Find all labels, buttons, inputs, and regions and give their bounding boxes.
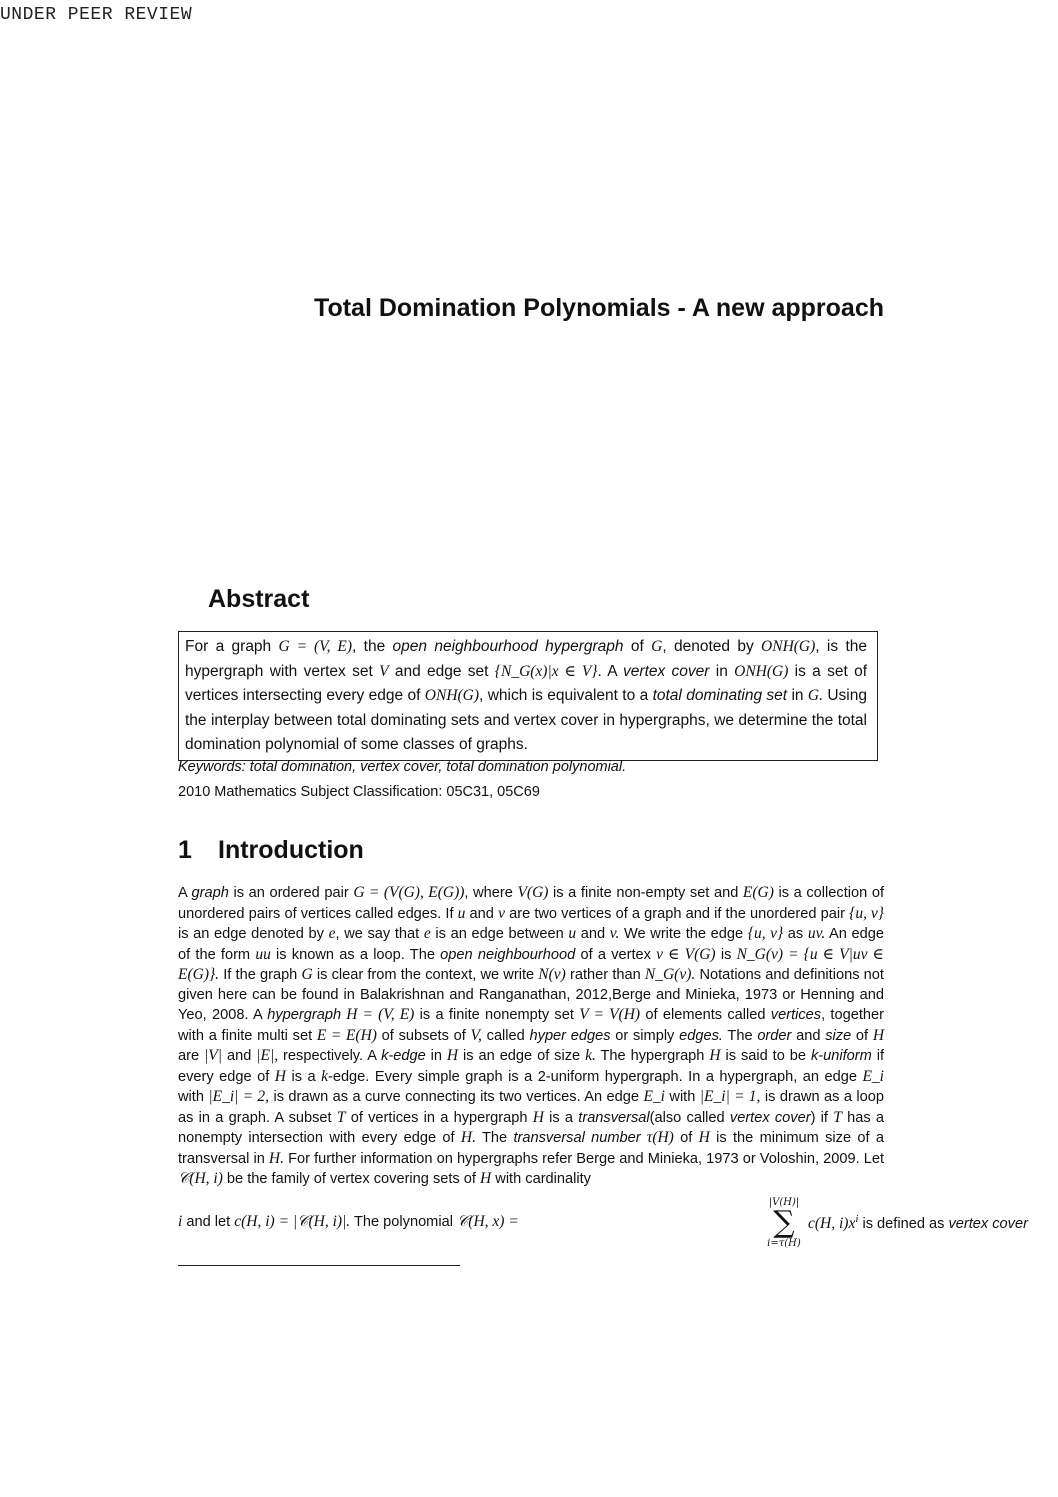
- review-watermark: UNDER PEER REVIEW: [0, 5, 193, 25]
- footnote-rule: [178, 1265, 460, 1266]
- abstract-box: [178, 631, 878, 761]
- summation-operator: [762, 1197, 806, 1251]
- keywords: Keywords: total domination, vertex cover, total domination polynomial.: [178, 759, 627, 775]
- polynomial-text-right: c(H, $i)x^i$ is defined as vertex cover: [808, 1213, 1028, 1232]
- abstract-heading: Abstract: [208, 585, 310, 613]
- paper-title: Total Domination Polynomials - A new approach: [314, 294, 884, 322]
- summation-upper-limit: |V(H)|: [768, 1197, 800, 1208]
- introduction-paragraph: A graph is an ordered pair G = (V(G), E(G)), where V(G) is a finite non-empty set and E(G) is a collection of unordered pairs of vertices called edges. If u and v are two vertices of a graph and if the unordered pair {u, v} is an edge denoted by e, we say that e is an edge between u and v. We write the edge {u, v} as uv. An edge of the form uu is known as a loop. The open neighbourhood of a vertex v ∈ V(G) is N_G(v) = {u ∈ V|uv ∈ E(G)}. If the graph G is clear from the context, we write N(v) rather than N_G(v). Notations and definitions not given here can be found in Balakrishnan and Ranganathan, 2012,Berge and Minieka, 1973 or Henning and Yeo, 2008. A hypergraph H = (V, E) is a finite nonempty set V = V(H) of elements called vertices, together with a finite multi set E = E(H) of subsets of V, called hyper edges or simply edges. The order and size of H are |V| and |E|, respectively. A k-edge in H is an edge of size k. The hypergraph H is said to be k-uniform if every edge of H is a k-edge. Every simple graph is a 2-uniform hypergraph. In a hypergraph, an edge E_i with |E_i| = 2, is drawn as a curve connecting its two vertices. An edge E_i with |E_i| = 1, is drawn as a loop as in a graph. A subset T of vertices in a hypergraph H is a transversal(also called vertex cover) if T has a nonempty intersection with every edge of H. The transversal number τ(H) of H is the minimum size of a transversal in H. For further information on hypergraphs refer Berge and Minieka, 1973 or Voloshin, 2009. Let 𝒞(H, i) be the family of vertex covering sets of H with cardinality: [178, 884, 885, 1187]
- section-number: 1: [178, 836, 192, 864]
- polynomial-definition-line: [178, 1197, 1028, 1255]
- summation-lower-limit: i=τ(H): [767, 1238, 801, 1249]
- polynomial-text-left: i and let c(H, i) = |𝒞(H, i)|. The polynomial 𝒞(H, x) =: [178, 1213, 519, 1230]
- summation-symbol: ∑: [773, 1205, 795, 1240]
- section-title: Introduction: [218, 836, 364, 864]
- section-heading-introduction: [178, 836, 364, 865]
- abstract-text: For a graph G = (V, E), the open neighbourhood hypergraph of G, denoted by ONH(G), is the hypergraph with vertex set V and edge set {N_G(x)|x ∈ V}. A vertex cover in ONH(G) is a set of vertices intersecting every edge of ONH(G), which is equivalent to a total dominating set in G. Using the interplay between total dominating sets and vertex cover in hypergraphs, we determine the total domination polynomial of some classes of graphs.: [185, 638, 868, 753]
- subject-classification: 2010 Mathematics Subject Classification: 05C31, 05C69: [178, 784, 540, 800]
